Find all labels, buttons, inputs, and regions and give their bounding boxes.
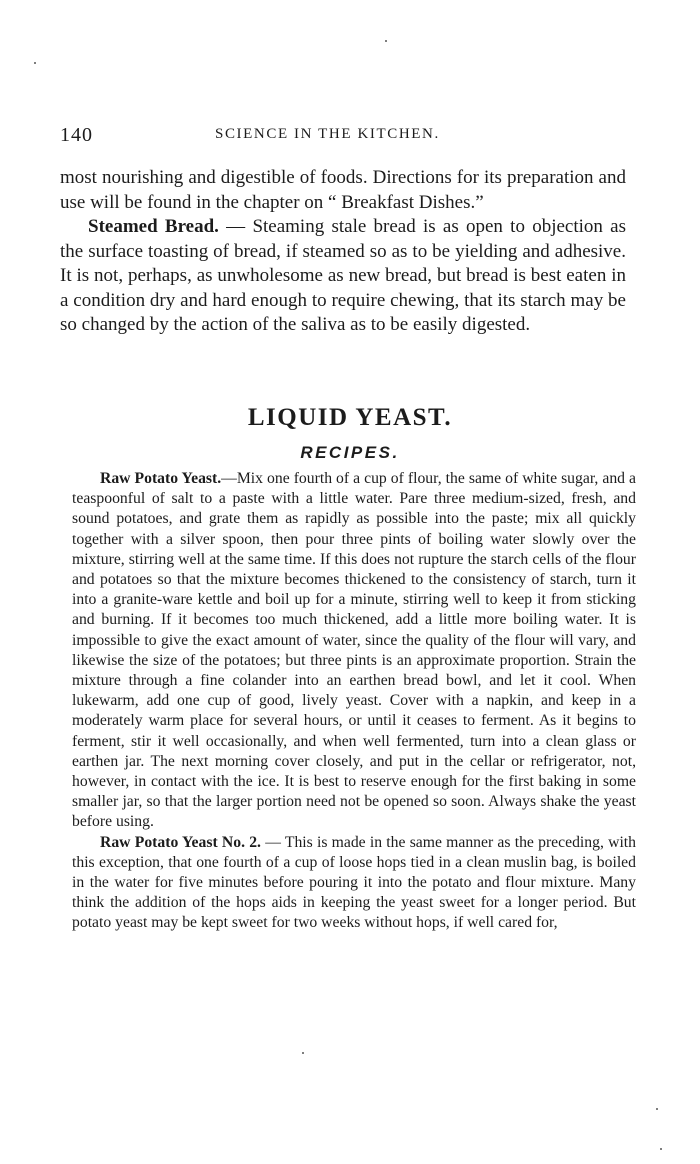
running-head: SCIENCE IN THE KITCHEN.	[215, 126, 440, 142]
recipe-title: Raw Potato Yeast.	[100, 470, 222, 487]
recipes-heading: RECIPES.	[300, 443, 400, 462]
recipe-title: Raw Potato Yeast No. 2.	[100, 833, 261, 851]
steamed-bread-paragraph	[60, 215, 626, 338]
recipes-body	[72, 469, 636, 934]
page-header	[60, 124, 640, 148]
page-number: 140	[60, 124, 93, 146]
steamed-bread-text: Steaming stale bread is as open to objection as the surface toasting of bread, if steamed so as to be yielding and adhesive. It is not, perhaps, as unwholesome as new bread, but bread is best eaten in a condition dry and hard enough to require chewing, that its starch may be so changed by the action of the saliva as to be easily digested.	[60, 216, 626, 335]
recipe-paragraph	[72, 833, 636, 934]
recipe-text: Mix one fourth of a cup of flour, the same of white sugar, and a teaspoonful of salt to a paste with a little water. Pare three medium-sized, fresh, and sound potatoes, and grate them as rapidly as possible into the paste; mix all quickly together with a silver spoon, then pour three pints of boiling water slowly over the mixture, stirring well at the same time. If this does not rupture the starch cells of the flour and potatoes so that the mixture becomes thickened to the consistency of starch, turn it into a granite-ware kettle and boil up for a minute, stirring well to keep it from sticking and burning. If it becomes too much thickened, add a little more boiling water. It is impossible to give the exact amount of water, since the quality of the flour will vary, and likewise the size of the potatoes; but three pints is an approximate proportion. Strain the mixture through a fine colander into an earthen bread bowl, and let it cool. When lukewarm, add one cup of good, lively yeast. Cover with a napkin, and keep in a moderately warm place for several hours, or until it ceases to ferment. As it begins to ferment, stir it well occasionally, and when well fermented, turn into a clean glass or earthen jar. The next morning cover closely, and put in the cellar or refrigerator, not, however, in contact with the ice. It is best to reserve enough for the first baking in some smaller jar, so that the larger portion need not be opened so soon. Always shake the yeast before using.	[72, 470, 636, 831]
recipe-paragraph	[72, 469, 636, 833]
recipe-dash: —	[221, 470, 237, 487]
paper-speck	[656, 1108, 658, 1110]
section-title: LIQUID YEAST.	[247, 404, 453, 431]
continuation-paragraph: most nourishing and digestible of foods. Directions for its preparation and use will be found in the chapter on “ Breakfast Dishes.”	[60, 167, 626, 213]
steamed-bread-dash: —	[218, 216, 253, 237]
body-text-upper	[60, 166, 626, 338]
paper-speck	[302, 1052, 304, 1054]
steamed-bread-heading: Steamed Bread.	[88, 216, 219, 237]
paper-speck	[660, 1148, 662, 1150]
paper-speck	[385, 40, 387, 42]
paper-speck	[34, 62, 36, 64]
recipe-text: This is made in the same manner as the preceding, with this exception, that one fourth of a cup of loose hops tied in a clean muslin bag, is boiled in the water for five minutes before pouring it into the potato and flour mixture. Many think the addition of the hops aids in keeping the yeast sweet for a longer period. But potato yeast may be kept sweet for two weeks without hops, if well cared for,	[72, 833, 636, 932]
recipe-dash: —	[260, 833, 285, 851]
